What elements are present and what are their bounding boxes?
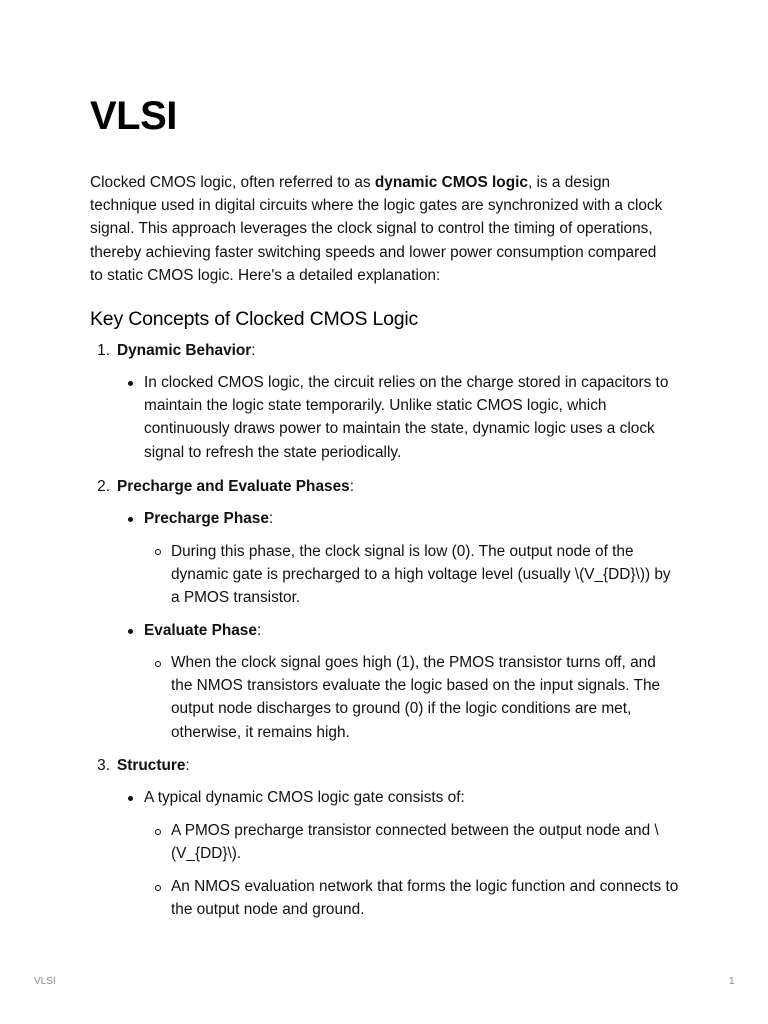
list-number: 3. (97, 757, 110, 774)
list-item-heading (117, 339, 256, 362)
bullet-icon (128, 796, 133, 801)
intro-text-end: , is a design technique used in digital circuits where the logic gates are synchronized with a clock signal. This approach leverages the clock signal to control the timing of operations, thereby achieving faster switching speeds and lower power consumption compared to static CMOS logic. Here's a detailed explanation: (90, 174, 663, 284)
list-item-label: Precharge and Evaluate Phases (117, 478, 350, 495)
list-number: 1. (97, 342, 110, 359)
sub-heading-precharge (144, 507, 273, 530)
label-colon: : (251, 342, 256, 359)
sub-heading-evaluate (144, 619, 261, 642)
evaluate-text: When the clock signal goes high (1), the PMOS transistor turns off, and the NMOS transistors evaluate the logic based on the input signals. The output node discharges to ground (0) if the logic conditions are met, otherwise, it remains high. (171, 654, 661, 741)
label-colon: : (185, 757, 190, 774)
intro-bold-term: dynamic CMOS logic (374, 174, 528, 191)
label-colon: : (256, 622, 262, 639)
intro-text-start: Clocked CMOS logic, often referred to as (90, 174, 375, 191)
bullet-icon (128, 517, 133, 522)
sub-item-text: A PMOS precharge transistor connected between the output node and \(V_{DD}\). (171, 822, 659, 863)
list-number: 2. (97, 478, 110, 495)
bullet-text: In clocked CMOS logic, the circuit relies on the charge stored in capacitors to maintain the logic state temporarily. Unlike static CMOS logic, which continuously draws power to maintain the state, dynamic logic uses a clock signal to refresh the state periodically. (144, 374, 669, 461)
label-colon: : (268, 510, 274, 527)
precharge-text: During this phase, the clock signal is low (0). The output node of the dynamic gate is precharged to a high voltage level (usually \(V_{DD}\)) by a PMOS transistor. (171, 543, 671, 607)
label-colon: : (349, 478, 354, 495)
sub-item-text: An NMOS evaluation network that forms the logic function and connects to the output node and ground. (171, 878, 679, 919)
hollow-bullet-icon (155, 661, 161, 667)
list-item-heading (117, 754, 190, 777)
sub-label: Precharge Phase (144, 510, 269, 527)
intro-paragraph (90, 171, 670, 287)
hollow-bullet-icon (155, 549, 161, 555)
bullet-icon (128, 629, 133, 634)
page-title: VLSI (90, 94, 177, 138)
section-heading: Key Concepts of Clocked CMOS Logic (90, 308, 419, 330)
footer-doc-title: VLSI (34, 976, 56, 987)
list-item-heading (117, 475, 354, 498)
footer-page-number: 1 (729, 976, 735, 987)
hollow-bullet-icon (155, 885, 161, 891)
bullet-icon (128, 381, 133, 386)
sub-label: Evaluate Phase (144, 622, 257, 639)
hollow-bullet-icon (155, 829, 161, 835)
list-item-label: Dynamic Behavior (117, 342, 252, 359)
bullet-text: A typical dynamic CMOS logic gate consists of: (144, 789, 465, 806)
list-item-label: Structure (117, 757, 186, 774)
